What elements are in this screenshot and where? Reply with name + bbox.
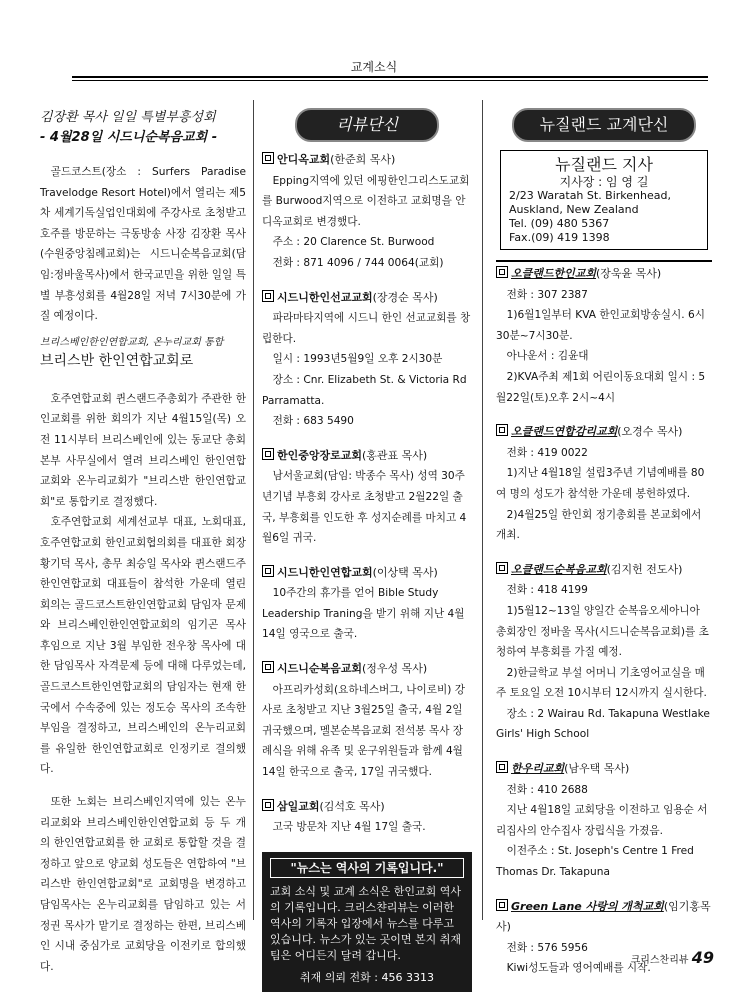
nz-news-banner: 뉴질랜드 교계단신: [512, 108, 696, 142]
square-bullet-icon: [496, 761, 508, 773]
news-callout-phone: 취재 의뢰 전화 : 456 3313: [300, 970, 434, 984]
article2-paragraph-2: 호주연합교회 세계선교부 대표, 노회대표, 호주연합교회 한인교회협의회를 대표한 회장 황기덕 목사, 총무 최승일 목사와 퀸스랜드주 한인연합교회 대표들이 참석한 가운데 열린 회의는 골드코스트한인연합교회 담임자 문제와 브리스베인한인연합교회의 임기곤 목사 후임으로 지난 3월 부임한 전우창 목사에 대한 담임목사 자격문제 등에 대해 다루었는데, 골드코스트한인연합교회의 담임자는 현재 한국에서 수속중에 있는 정도승 목사의 조속한 부임을 결정하고, 브리스베인의 온누리교회를 유일한 한인연합교회로 인정키로 결의했다.: [40, 516, 246, 776]
church-entry: [262, 446, 472, 549]
header-rule: [72, 76, 708, 78]
church-entry-line: 장소 : 2 Wairau Rd. Takapuna Westlake Girls' High School: [496, 707, 710, 741]
article2-title: 브리스반 한인연합교회로: [40, 352, 194, 369]
column-middle: [262, 108, 472, 992]
church-entry-heading: [262, 446, 472, 467]
church-entry-line: 1)6월1일부터 KVA 한인교회방송실시. 6시30분~7시30분.: [496, 309, 705, 342]
church-pastor: (김석호 목사): [319, 799, 385, 813]
church-entry-line: 전화 : 419 0022: [506, 446, 588, 459]
church-entry-line: 이전주소 : St. Joseph's Centre 1 Fred Thomas Dr. Takapuna: [496, 845, 694, 879]
church-pastor: (오경수 목사): [617, 425, 683, 439]
church-entry: [496, 560, 712, 745]
church-entry-line: 남서울교회(담임: 박종수 목사) 성역 30주년기념 부흥회 강사로 초청받고 2월22일 출국, 부흥회를 인도한 후 성지순례를 마치고 4월6일 귀국.: [262, 470, 467, 545]
square-bullet-icon: [262, 661, 274, 673]
church-name: 시드니한인연합교회: [277, 565, 373, 579]
nz-branch-line: Fax.(09) 419 1398: [509, 231, 610, 244]
church-pastor: (임기홍목사): [496, 899, 711, 934]
square-bullet-icon: [262, 448, 274, 460]
square-bullet-icon: [262, 565, 274, 577]
church-entry: [262, 150, 472, 274]
page-number: 49: [691, 948, 714, 967]
nz-branch-title: 뉴질랜드 지사: [555, 155, 653, 174]
church-entry-heading: [496, 560, 712, 581]
nz-branch-manager: 지사장 : 임 영 길: [559, 175, 649, 189]
square-bullet-icon: [496, 266, 508, 278]
church-entry-line: 전화 : 576 5956: [506, 941, 588, 954]
church-name: 한우리교회: [511, 762, 565, 776]
church-name: 삼일교회: [277, 799, 320, 813]
church-entry-line: 일시 : 1993년5월9일 오후 2시30분: [272, 353, 443, 366]
church-entry-line: Epping지역에 있던 에핑한인그리스도교회를 Burwood지역으로 이전하고 교회명을 안디옥교회로 변경했다.: [262, 174, 470, 228]
church-entry-line: 주소 : 20 Clarence St. Burwood: [272, 236, 435, 249]
article-subtitle: - 4월28일 시드니순복음교회 -: [40, 130, 218, 145]
church-pastor: (정우성 목사): [362, 662, 428, 676]
footer-brand: 크리스찬리뷰: [630, 955, 689, 966]
church-name: 오클랜드한인교회: [511, 267, 597, 280]
church-entry-line: 1)지난 4월18일 설립3주년 기념예배를 80여 명의 성도가 참석한 가운데 봉헌하였다.: [496, 467, 705, 500]
church-name: 한인중앙장로교회: [277, 448, 363, 462]
church-entry-heading: [262, 563, 472, 584]
church-pastor: (홍관표 목사): [362, 448, 428, 462]
church-entry-line: 전화 : 307 2387: [506, 288, 588, 301]
square-bullet-icon: [496, 424, 508, 436]
column-left: [40, 108, 246, 977]
church-entry-line: 2)한글학교 부설 어머니 기초영어교실을 매주 토요일 오전 10시부터 12시까지 실시한다.: [496, 666, 707, 700]
square-bullet-icon: [262, 799, 274, 811]
square-bullet-icon: [262, 290, 274, 302]
church-entry: [262, 659, 472, 783]
church-pastor: (남우택 목사): [564, 762, 630, 776]
church-entry: [262, 797, 472, 838]
article2-paragraph-3: 또한 노회는 브리스베인지역에 있는 온누리교회와 브리스베인한인연합교회 등 두 개의 한인연합교회를 한 교회로 통합할 것을 결정하고 앞으로 양교회 성도들은 연합하여 "브리스반 한인연합교회"로 교회명을 변경하고 담임목사는 온누리교회를 담임하고 있는 서정권 목사가 맡기로 결정하는 한편, 브리스베인 시내 중심가로 교회당을 이전키로 합의했다.: [40, 796, 246, 973]
nz-branch-line: Auskland, New Zealand: [509, 203, 639, 216]
church-entry-line: 2)KVA주최 제1회 어린이동요대회 일시 : 5월22일(토)오후 2시~4시: [496, 370, 706, 404]
church-entry-heading: [262, 797, 472, 818]
church-name: 오클랜드연합감리교회: [511, 425, 618, 439]
section-header: 교계소식: [350, 60, 398, 74]
column-divider-1: [253, 100, 254, 920]
article2-paragraph-1: 호주연합교회 퀸스랜드주총회가 주관한 한인교회를 위한 회의가 지난 4월15일(목) 오전 11시부터 브리스베인에 있는 동교단 총회본부 사무실에서 열려 브리스베인 한인연합교회와 온누리교회가 "브리스반 한인연합교회"로 통합키로 결정했다.: [40, 392, 246, 508]
column-right: [496, 108, 712, 993]
church-entry-heading: [496, 264, 712, 285]
article2-kicker: 브리스베인한인연합교회, 온누리교회 통합: [40, 336, 224, 348]
news-callout-title: "뉴스는 역사의 기록입니다.": [270, 858, 464, 878]
square-bullet-icon: [496, 562, 508, 574]
church-entry-line: 1)5월12~13일 양일간 순복음오세아니아 총회장인 정바울 목사(시드니순복음교회)를 초청하여 부흥회를 가질 예정.: [496, 604, 709, 659]
church-entry-line: 장소 : Cnr. Elizabeth St. & Victoria Rd Parramatta.: [262, 373, 467, 407]
church-entry-heading: [496, 897, 712, 938]
church-entry: [262, 288, 472, 432]
church-entry-line: 전화 : 683 5490: [272, 415, 354, 428]
church-name: Green Lane 사랑의 개척교회: [511, 899, 664, 913]
column-divider-2: [482, 100, 483, 920]
church-entry-line: 지난 4월18일 교회당을 이전하고 임용순 서리집사의 안수집사 장립식을 가졌음.: [496, 804, 708, 837]
news-callout-box: [262, 852, 472, 992]
square-bullet-icon: [262, 152, 274, 164]
church-pastor: (장욱윤 목사): [596, 267, 662, 280]
church-entry-line: 10주간의 휴가를 얻어 Bible Study Leadership Traning을 받기 위해 지난 4월14일 영국으로 출국.: [262, 587, 465, 641]
church-name: 오클랜드순복음교회: [511, 562, 607, 576]
church-entry: [262, 563, 472, 645]
church-pastor: (장경순 목사): [372, 290, 438, 304]
church-pastor: (김지헌 전도사): [606, 562, 683, 576]
church-entry-line: 전화 : 410 2688: [506, 783, 588, 796]
nz-divider: [496, 260, 712, 262]
church-pastor: (한준희 목사): [330, 153, 396, 166]
square-bullet-icon: [496, 899, 508, 911]
article-paragraph: 골드코스트(장소 : Surfers Paradise Travelodge Resort Hotel)에서 열리는 제5차 세계기독실업인대회에 주강사로 초청받고 호주를 방문하는 극동방송 사장 김장환 목사(수원중앙침례교회)는 시드니순복음교회(담임:정바울목사)에서 한국교민을 위한 일일 특별 부흥성회를 4월28일 저녁 7시30분에 가질 예정이다.: [40, 166, 246, 323]
header-rule-thin: [72, 80, 708, 81]
nz-branch-line: 2/23 Waratah St. Birkenhead,: [509, 189, 671, 202]
church-pastor: (이상택 목사): [372, 565, 438, 579]
nz-branch-box: [500, 150, 708, 250]
church-name: 시드니순복음교회: [277, 662, 363, 676]
page-footer: [631, 948, 714, 967]
church-entry: [496, 759, 712, 883]
church-entry-line: 전화 : 418 4199: [506, 584, 588, 597]
church-entry-line: 고국 방문차 지난 4월 17일 출국.: [272, 821, 426, 834]
church-entry-heading: [496, 422, 712, 443]
church-entry-heading: [262, 659, 472, 680]
church-entry-line: 전화 : 871 4096 / 744 0064(교회): [272, 256, 444, 269]
article-title: 김장환 목사 일일 특별부흥성회: [40, 110, 216, 125]
church-entry-line: Kiwi성도들과 영어예배를 시작.: [506, 962, 651, 975]
church-name: 안디옥교회: [277, 153, 331, 166]
church-entry-heading: [262, 150, 472, 171]
review-news-banner: 리뷰단신: [295, 108, 439, 142]
church-entry-heading: [496, 759, 712, 780]
church-entry-heading: [262, 288, 472, 309]
church-name: 시드니한인선교교회: [277, 290, 373, 304]
church-entry-line: 아프리카성회(요하네스버그, 나이로비) 강사로 초청받고 지난 3월25일 출국, 4월 2일 귀국했으며, 멜본순복음교회 전석봉 목사 장례식을 위해 유족 및 운구위원들과 함께 4월14일 한국으로 출국, 17일 귀국했다.: [262, 683, 465, 779]
nz-branch-line: Tel. (09) 480 5367: [509, 217, 610, 230]
church-entry-line: 파라마타지역에 시드니 한인 선교교회를 창립한다.: [262, 312, 471, 345]
church-entry-line: 아나운서 : 김윤대: [506, 350, 589, 363]
news-callout-body: 교회 소식 및 교계 소식은 한인교회 역사의 기록입니다. 크리스챤리뷰는 이러한 역사의 기록자 입장에서 뉴스를 다루고 있습니다. 뉴스가 있는 곳이면 본지 취재팀은 어디든지 달려 갑니다.: [270, 884, 461, 962]
church-entry-line: 2)4월25일 한인회 정기총회를 본교회에서 개최.: [496, 508, 702, 542]
church-entry: [496, 422, 712, 546]
church-entry: [496, 264, 712, 408]
